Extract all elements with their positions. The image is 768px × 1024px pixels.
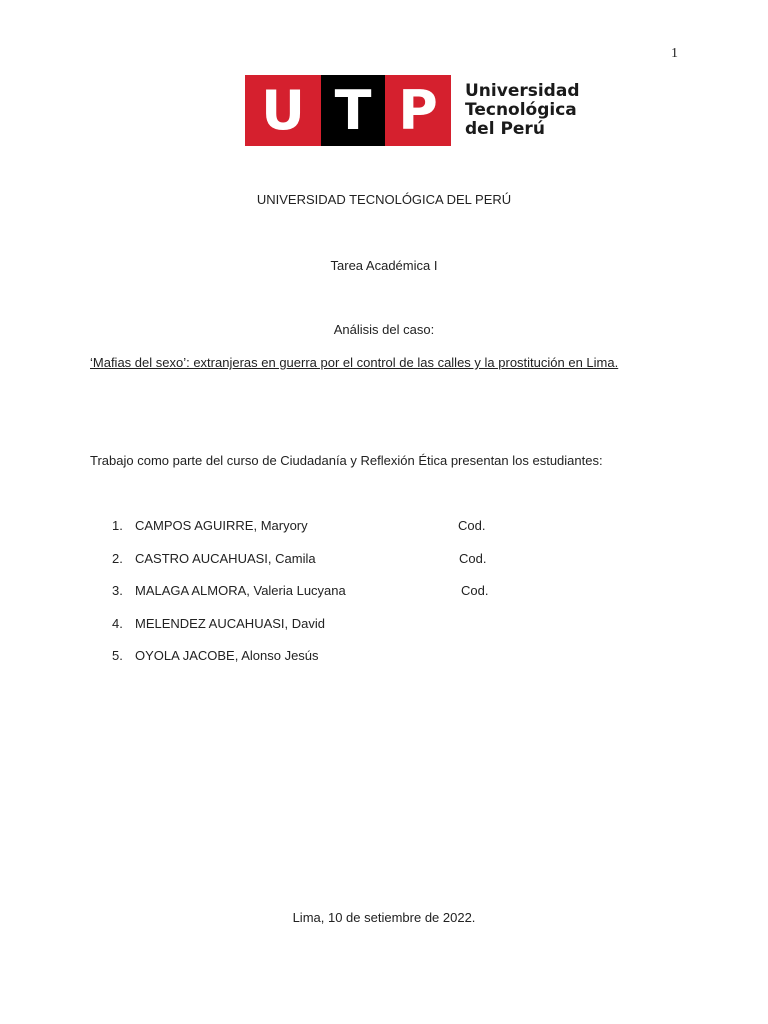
logo-line-3: del Perú bbox=[465, 119, 545, 139]
student-name: CAMPOS AGUIRRE, Maryory bbox=[135, 518, 308, 533]
student-name: OYOLA JACOBE, Alonso Jesús bbox=[135, 648, 319, 664]
student-item bbox=[108, 518, 528, 551]
student-number: 4. bbox=[112, 615, 123, 631]
student-item bbox=[108, 551, 528, 584]
student-number: 2. bbox=[112, 550, 123, 566]
university-name: UNIVERSIDAD TECNOLÓGICA DEL PERÚ bbox=[256, 192, 512, 207]
case-label: Análisis del caso: bbox=[333, 322, 435, 337]
student-code-label: Cod. bbox=[461, 583, 489, 599]
logo-line-1: Universidad bbox=[465, 81, 580, 101]
utp-logo bbox=[245, 75, 579, 146]
student-code-label: Cod. bbox=[459, 550, 487, 566]
case-title: ‘Mafias del sexo’: extranjeras en guerra por el control de las calles y la prostitución en Lima. bbox=[90, 355, 619, 370]
student-number: 5. bbox=[112, 648, 123, 664]
student-name: MALAGA ALMORA, Valeria Lucyana bbox=[135, 583, 346, 599]
student-code-label: Cod. bbox=[458, 518, 486, 533]
page-number: 1 bbox=[671, 46, 678, 61]
logo-wordmark bbox=[465, 82, 579, 139]
logo-line-2: Tecnológica bbox=[465, 100, 577, 120]
student-number: 3. bbox=[112, 583, 123, 599]
intro-text: Trabajo como parte del curso de Ciudadanía y Reflexión Ética presentan los estudiantes: bbox=[90, 453, 603, 468]
student-number: 1. bbox=[112, 518, 123, 533]
student-item bbox=[108, 616, 528, 649]
student-list bbox=[108, 518, 528, 681]
assignment-title: Tarea Académica I bbox=[330, 258, 438, 273]
student-name: MELENDEZ AUCAHUASI, David bbox=[135, 615, 325, 631]
logo-letter-t: T bbox=[321, 75, 385, 146]
logo-letter-u: U bbox=[245, 75, 321, 146]
date-footer: Lima, 10 de setiembre de 2022. bbox=[292, 910, 476, 925]
student-name: CASTRO AUCAHUASI, Camila bbox=[135, 550, 316, 566]
student-item bbox=[108, 648, 528, 681]
logo-letter-p: P bbox=[385, 75, 451, 146]
student-item bbox=[108, 583, 528, 616]
